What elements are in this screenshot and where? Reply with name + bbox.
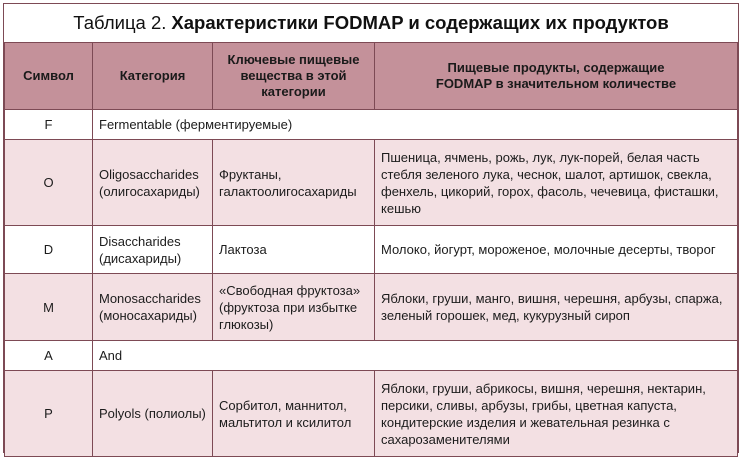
- table-row: [5, 110, 738, 140]
- table-title: [4, 4, 738, 42]
- header-substances: Ключевые пищевые вещества в этой категории: [213, 43, 375, 110]
- table-row: [5, 371, 738, 457]
- row-symbol: O: [5, 140, 93, 226]
- table-row: [5, 341, 738, 371]
- header-products: Пищевые продукты, содержащие FODMAP в значительном количестве: [375, 43, 738, 110]
- row-symbol: P: [5, 371, 93, 457]
- header-row: [5, 43, 738, 110]
- row-substances: «Свободная фруктоза» (фруктоза при избытке глюкозы): [213, 274, 375, 341]
- row-symbol: F: [5, 110, 93, 140]
- row-substances: Лактоза: [213, 226, 375, 274]
- row-products: Яблоки, груши, манго, вишня, черешня, арбузы, спаржа, зеленый горошек, мед, кукурузный сироп: [375, 274, 738, 341]
- table-frame: [3, 3, 739, 453]
- table-title-text: Характеристики FODMAP и содержащих их продуктов: [171, 12, 669, 33]
- row-symbol: A: [5, 341, 93, 371]
- row-category: Monosaccharides (моносахариды): [93, 274, 213, 341]
- row-symbol: D: [5, 226, 93, 274]
- row-category: Oligosaccharides (олигосахариды): [93, 140, 213, 226]
- row-category: Disaccharides (дисахариды): [93, 226, 213, 274]
- row-substances: Фруктаны, галактоолигосахариды: [213, 140, 375, 226]
- header-category: Категория: [93, 43, 213, 110]
- table-number: Таблица 2.: [73, 12, 167, 33]
- table-row: [5, 226, 738, 274]
- row-category: Polyols (полиолы): [93, 371, 213, 457]
- row-products: Яблоки, груши, абрикосы, вишня, черешня, нектарин, персики, сливы, арбузы, грибы, цветная капуста, кондитерские изделия и жевательная резинка с сахарозаменителями: [375, 371, 738, 457]
- header-symbol: Символ: [5, 43, 93, 110]
- row-products: Молоко, йогурт, мороженое, молочные десерты, творог: [375, 226, 738, 274]
- row-category: Fermentable (ферментируемые): [93, 110, 738, 140]
- table-row: [5, 274, 738, 341]
- row-products: Пшеница, ячмень, рожь, лук, лук-порей, белая часть стебля зеленого лука, чеснок, шалот, артишок, свекла, фенхель, цикорий, горох, фасоль, чечевица, фисташки, кешью: [375, 140, 738, 226]
- table-row: [5, 140, 738, 226]
- fodmap-table: [4, 42, 738, 457]
- row-symbol: M: [5, 274, 93, 341]
- row-substances: Сорбитол, маннитол, мальтитол и ксилитол: [213, 371, 375, 457]
- row-category: And: [93, 341, 738, 371]
